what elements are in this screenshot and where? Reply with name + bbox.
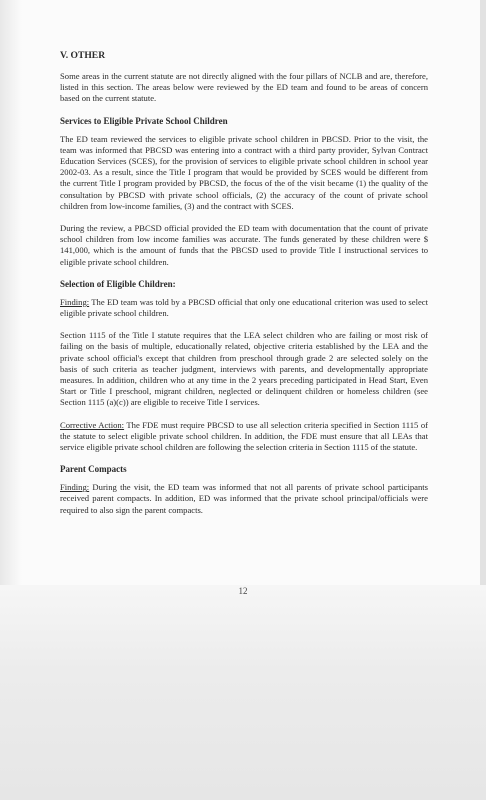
selection-heading: Selection of Eligible Children: (60, 278, 176, 289)
page-number: 12 (238, 586, 248, 596)
corrective-action-text: The FDE must require PBCSD to use all selection criteria specified in Section 1115 of the statute to select eligible private school children. In addition, the FDE must ensure that all LEAs that service eligible private school children are following the selection criteria in Section 1115 of the statute. (60, 419, 429, 453)
parent-finding-label: Finding: (60, 482, 90, 493)
selection-finding-text: The ED team was told by a PBCSD official that only one educational criterion was used to select eligible private school children. (60, 296, 428, 319)
selection-finding-label: Finding: (60, 296, 90, 307)
selection-finding (60, 297, 428, 319)
document-body (60, 50, 428, 527)
scan-lower-shade (0, 585, 486, 800)
section-intro: Some areas in the current statute are not directly aligned with the four pillars of NCLB and are, therefore, listed in this section. The areas below were reviewed by the ED team and found to be areas of concern based on the current statute. (60, 71, 428, 104)
corrective-action-label: Corrective Action: (60, 419, 125, 430)
services-heading: Services to Eligible Private School Children (60, 115, 228, 126)
parent-finding-text: During the visit, the ED team was informed that not all parents of private school participants received parent compacts. In addition, ED was informed that the private school principal/officials were required to also sign the parent compacts. (60, 482, 428, 515)
parent-compacts-finding (60, 482, 428, 516)
section-title: V. OTHER (60, 50, 106, 61)
parent-compacts-heading: Parent Compacts (60, 464, 127, 475)
selection-corrective-action (60, 420, 428, 454)
services-paragraph-2: During the review, a PBCSD official provided the ED team with documentation that the count of private school children from low income families was accurate. The funds generated by these children were $ 141,000, which is the amount of funds that the PBCSD used to provide Title I instructional services to eligible private school children. (60, 223, 428, 267)
selection-statute: Section 1115 of the Title I statute requires that the LEA select children who are failing or most risk of failing on the basis of multiple, educationally related, objective criteria established by the LEA and the private school official's except that children from preschool through grade 2 are selected solely on the basis of such criteria as teacher judgment, interviews with parents, and developmentally appropriate measures. In addition, children who at any time in the 2 years preceding participated in Head Start, Even Start or Title I preschool, migrant children, neglected or delinquent children or homeless children (see Section 1115 (a)(c)) are eligible to receive Title I services. (60, 330, 428, 408)
services-paragraph-1: The ED team reviewed the services to eligible private school children in PBCSD. Prior to the visit, the team was informed that PBCSD was entering into a contract with a third party provider, Sylvan Contract Education Services (SCES), for the provision of services to eligible private school children in school year 2002-03. As a result, since the Title I program that would be provided by SCES would be different from the current Title I program provided by PBCSD, the focus of the of the visit became (1) the quality of the consultation by PBCSD with private school officials, (2) the accuracy of the count of private school children from low-income families, (3) and the contract with SCES. (60, 133, 428, 211)
